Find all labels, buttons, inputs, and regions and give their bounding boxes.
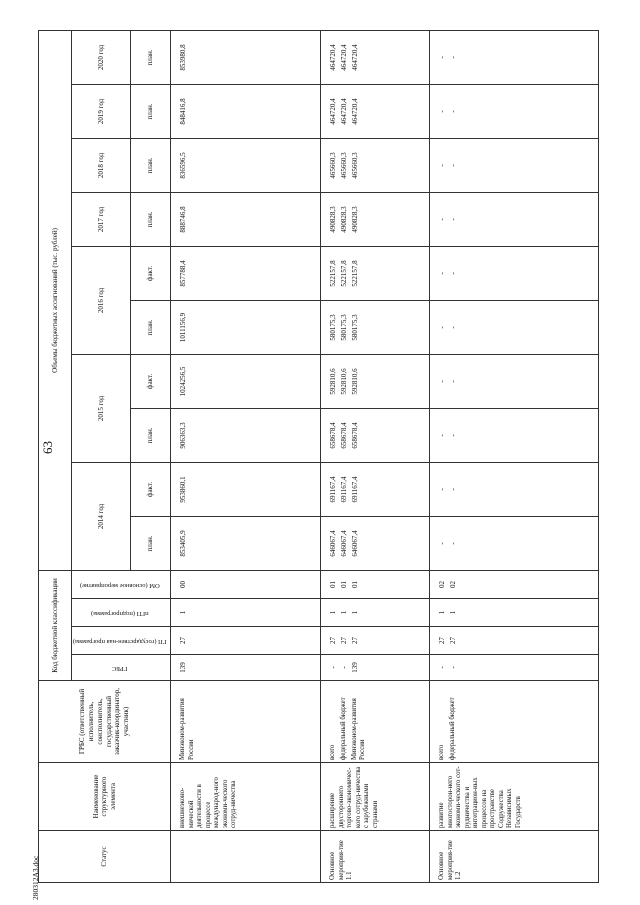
value-2016-plan: 1011156,9: [171, 300, 321, 354]
value-2016-fact: 522157,8: [350, 246, 430, 300]
table-row: [350, 30, 430, 882]
table-row: [430, 30, 448, 882]
value-2016-plan: 580175,3: [339, 300, 350, 354]
table-row: [339, 30, 350, 882]
value-2019-plan: 848416,8: [171, 84, 321, 138]
code-om-cell: 02: [430, 570, 448, 598]
code-pgp-cell: 1: [448, 599, 598, 627]
value-2017-plan: -: [430, 192, 448, 246]
value-2020-plan: 853980,8: [171, 30, 321, 84]
value-2014-fact: 691167,4: [339, 462, 350, 516]
value-2015-plan: 658678,4: [321, 408, 339, 462]
value-2020-plan: 464720,4: [339, 30, 350, 84]
value-2017-plan: 490828,3: [321, 192, 339, 246]
value-2018-plan: 465660,3: [321, 138, 339, 192]
value-2020-plan: 464720,4: [321, 30, 339, 84]
value-2019-plan: -: [448, 84, 598, 138]
budget-table: [38, 30, 599, 883]
value-2015-fact: -: [448, 354, 598, 408]
code-om-cell: 00: [171, 570, 321, 598]
header-fact: факт.: [131, 354, 171, 408]
code-pgp-cell: 1: [321, 599, 339, 627]
grbs-cell: Минэконом-развития России: [171, 681, 321, 763]
header-year-2014: 2014 год: [72, 462, 131, 570]
value-2020-plan: -: [430, 30, 448, 84]
code-grbs-cell: 139: [171, 655, 321, 681]
header-year-2019: 2019 год: [72, 84, 131, 138]
element-cell: развитие многосторон-него экономи-ческого сот-рудничества и интеграцион-ных процессов на пространстве Содружества Независимых Государств: [430, 763, 598, 831]
grbs-cell: всего: [430, 681, 448, 763]
header-element-name: Наименование структурного элемента: [39, 763, 171, 831]
code-grbs-cell: -: [339, 655, 350, 681]
value-2015-plan: 658678,4: [350, 408, 430, 462]
code-gp-cell: 27: [448, 627, 598, 655]
header-code-pgp: пГП (подпрограмма): [90, 609, 149, 617]
value-2014-plan: 646067,4: [321, 516, 339, 570]
code-gp-cell: 27: [171, 627, 321, 655]
value-2019-plan: -: [430, 84, 448, 138]
header-plan: план.: [131, 408, 171, 462]
code-grbs-cell: 139: [350, 655, 430, 681]
value-2014-plan: -: [430, 516, 448, 570]
header-year-2017: 2017 год: [72, 192, 131, 246]
header-status: Статус: [39, 831, 171, 883]
grbs-cell: федеральный бюджет: [448, 681, 598, 763]
code-om-cell: 01: [321, 570, 339, 598]
value-2017-plan: 490828,3: [350, 192, 430, 246]
value-2018-plan: 465660,3: [339, 138, 350, 192]
page-number: 63: [40, 441, 55, 454]
value-2016-plan: -: [430, 300, 448, 354]
table-body: [171, 30, 598, 882]
table-row: [448, 30, 598, 882]
value-2014-plan: 853405,9: [171, 516, 321, 570]
header-year-2020: 2020 год: [72, 30, 131, 84]
code-grbs-cell: -: [448, 655, 598, 681]
value-2017-plan: 888746,8: [171, 192, 321, 246]
value-2018-plan: 465660,3: [350, 138, 430, 192]
code-gp-cell: 27: [430, 627, 448, 655]
value-2016-fact: 522157,8: [321, 246, 339, 300]
value-2016-fact: 857788,4: [171, 246, 321, 300]
value-2014-plan: 646067,4: [350, 516, 430, 570]
code-om-cell: 02: [448, 570, 598, 598]
value-2019-plan: 464720,4: [321, 84, 339, 138]
value-2015-plan: 658678,4: [339, 408, 350, 462]
code-gp-cell: 27: [350, 627, 430, 655]
table-row: [171, 30, 321, 882]
header-grbs: ГРБС (ответственный исполнитель, соисполнитель, государственный заказчик-координатор, участник): [39, 681, 171, 763]
header-budget-code: Код бюджетной классификации: [39, 570, 72, 680]
header-plan: план.: [131, 138, 171, 192]
value-2019-plan: 464720,4: [350, 84, 430, 138]
value-2019-plan: 464720,4: [339, 84, 350, 138]
header-code-grbs: ГРБС: [112, 664, 128, 672]
code-grbs-cell: -: [430, 655, 448, 681]
value-2020-plan: -: [448, 30, 598, 84]
value-2015-fact: 592810,6: [350, 354, 430, 408]
header-code-om: ОМ (основное мероприятие): [79, 581, 160, 589]
value-2014-fact: -: [448, 462, 598, 516]
header-fact: факт.: [131, 246, 171, 300]
header-plan: план.: [131, 192, 171, 246]
header-volume: Объемы бюджетных ассигнований (тыс. рублей): [39, 30, 72, 570]
value-2016-fact: -: [430, 246, 448, 300]
value-2015-fact: 1024256,5: [171, 354, 321, 408]
value-2016-fact: -: [448, 246, 598, 300]
header-year-2015: 2015 год: [72, 354, 131, 462]
element-cell: расширение двустороннего торгово-экономичес-кого сотруд-ничества с зарубежными странами: [321, 763, 430, 831]
code-grbs-cell: -: [321, 655, 339, 681]
value-2015-plan: -: [448, 408, 598, 462]
value-2018-plan: -: [448, 138, 598, 192]
code-om-cell: 01: [350, 570, 430, 598]
value-2014-fact: -: [430, 462, 448, 516]
value-2016-plan: 580175,3: [350, 300, 430, 354]
code-pgp-cell: 1: [339, 599, 350, 627]
value-2018-plan: 836596,5: [171, 138, 321, 192]
value-2017-plan: 490828,3: [339, 192, 350, 246]
value-2016-fact: 522157,8: [339, 246, 350, 300]
code-pgp-cell: 1: [430, 599, 448, 627]
value-2014-fact: 953860,1: [171, 462, 321, 516]
status-cell: Основное мероприя-тие 1.1: [321, 831, 430, 883]
header-year-2018: 2018 год: [72, 138, 131, 192]
grbs-cell: федеральный бюджет: [339, 681, 350, 763]
status-cell: [171, 831, 321, 883]
code-pgp-cell: 1: [171, 599, 321, 627]
element-cell: внешнеэконо-мической деятельности в процессе международ-ного экономи-ческого сотруд-ничества: [171, 763, 321, 831]
value-2015-fact: 592810,6: [321, 354, 339, 408]
value-2015-fact: -: [430, 354, 448, 408]
value-2015-fact: 592810,6: [339, 354, 350, 408]
value-2016-plan: 580175,3: [321, 300, 339, 354]
value-2017-plan: -: [448, 192, 598, 246]
value-2015-plan: -: [430, 408, 448, 462]
header-plan: план.: [131, 516, 171, 570]
value-2015-plan: 906363,3: [171, 408, 321, 462]
table-row: [321, 30, 339, 882]
code-om-cell: 01: [339, 570, 350, 598]
header-year-2016: 2016 год: [72, 246, 131, 354]
status-cell: Основное мероприя-тие 1.2: [430, 831, 598, 883]
header-plan: план.: [131, 84, 171, 138]
grbs-cell: Минэконом-развития России: [350, 681, 430, 763]
value-2014-plan: -: [448, 516, 598, 570]
code-pgp-cell: 1: [350, 599, 430, 627]
value-2014-fact: 691167,4: [321, 462, 339, 516]
grbs-cell: всего: [321, 681, 339, 763]
header-plan: план.: [131, 300, 171, 354]
value-2014-fact: 691167,4: [350, 462, 430, 516]
code-gp-cell: 27: [339, 627, 350, 655]
header-fact: факт.: [131, 462, 171, 516]
header-code-gp: ГП (государствен-ная программа): [73, 637, 167, 645]
header-plan: план.: [131, 30, 171, 84]
value-2016-plan: -: [448, 300, 598, 354]
value-2018-plan: -: [430, 138, 448, 192]
code-gp-cell: 27: [321, 627, 339, 655]
value-2020-plan: 464720,4: [350, 30, 430, 84]
budget-table-rotated: [38, 33, 608, 883]
value-2014-plan: 646067,4: [339, 516, 350, 570]
footer-filename: 280312A3.doc: [31, 855, 40, 900]
